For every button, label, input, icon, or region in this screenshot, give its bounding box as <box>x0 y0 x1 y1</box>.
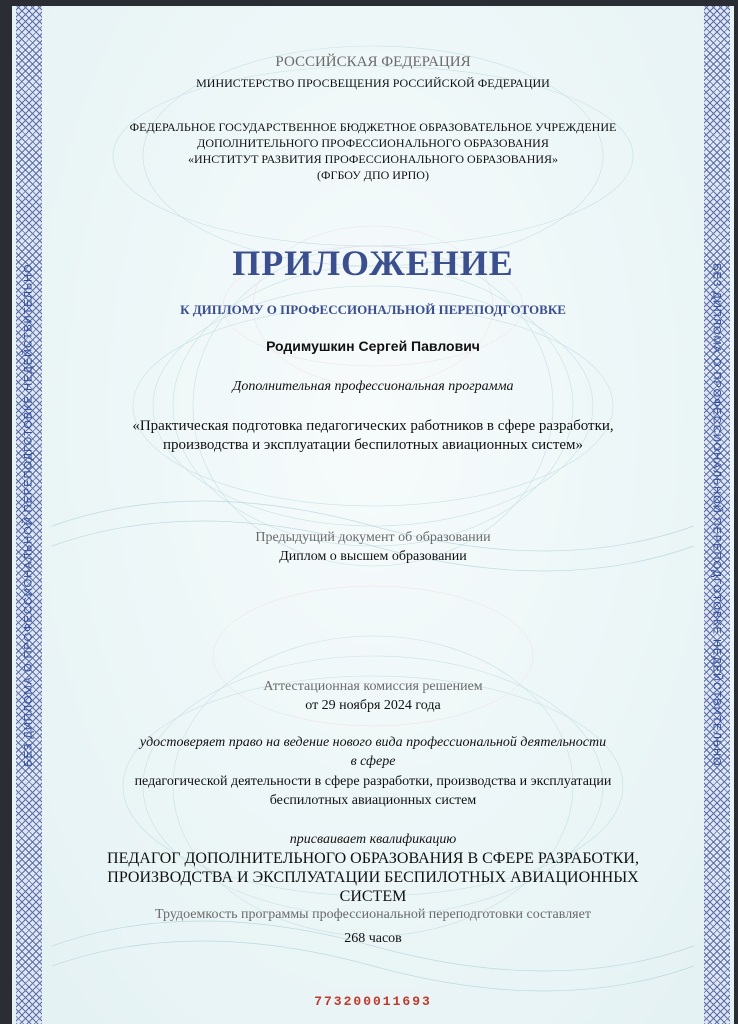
right-label-line-2: в сфере <box>350 754 396 769</box>
country-name: РОССИЙСКАЯ ФЕДЕРАЦИЯ <box>275 54 471 70</box>
ministry-name: МИНИСТЕРСТВО ПРОСВЕЩЕНИЯ РОССИЙСКОЙ ФЕДЕРАЦИИ <box>196 76 550 90</box>
qualification-label: присваивает квалификацию <box>289 832 457 847</box>
previous-document-label: Предыдущий документ об образовании <box>255 530 491 545</box>
hours-value: 268 часов <box>344 931 402 946</box>
institution-abbreviation: (ФГБОУ ДПО ИРПО) <box>317 168 429 182</box>
document-page <box>12 6 734 1024</box>
right-border-text: БЕЗ ДИПЛОМА О ПРОФЕССИОНАЛЬНОЙ ПЕРЕПОДГОТОВКЕ НЕДЕЙСТВИТЕЛЬНО <box>711 263 724 767</box>
qualification-line-1: ПЕДАГОГ ДОПОЛНИТЕЛЬНОГО ОБРАЗОВАНИЯ В СФЕРЕ РАЗРАБОТКИ, <box>107 850 639 867</box>
program-name-line-2: производства и эксплуатации беспилотных авиационных систем» <box>162 437 584 453</box>
document-subtitle: К ДИПЛОМУ О ПРОФЕССИОНАЛЬНОЙ ПЕРЕПОДГОТОВКЕ <box>180 302 566 317</box>
institution-line-1: ФЕДЕРАЛЬНОЕ ГОСУДАРСТВЕННОЕ БЮДЖЕТНОЕ ОБРАЗОВАТЕЛЬНОЕ УЧРЕЖДЕНИЕ <box>129 120 617 134</box>
institution-line-3: «ИНСТИТУТ РАЗВИТИЯ ПРОФЕССИОНАЛЬНОГО ОБРАЗОВАНИЯ» <box>187 152 559 166</box>
hours-label: Трудоемкость программы профессиональной переподготовки составляет <box>155 907 591 922</box>
right-label-line-1: удостоверяет право на ведение нового вида профессиональной деятельности <box>139 735 607 750</box>
qualification-line-3: СИСТЕМ <box>339 888 407 905</box>
program-label: Дополнительная профессиональная программа <box>232 379 514 394</box>
commission-date: от 29 ноября 2024 года <box>305 698 441 713</box>
document-title: ПРИЛОЖЕНИЕ <box>232 243 514 283</box>
commission-label: Аттестационная комиссия решением <box>263 679 483 694</box>
left-border-text: БЕЗ ДИПЛОМА О ПРОФЕССИОНАЛЬНОЙ ПЕРЕПОДГОТОВКЕ НЕДЕЙСТВИТЕЛЬНО <box>23 263 36 767</box>
program-name-line-1: «Практическая подготовка педагогических работников в сфере разработки, <box>132 418 614 434</box>
institution-line-2: ДОПОЛНИТЕЛЬНОГО ПРОФЕССИОНАЛЬНОГО ОБРАЗОВАНИЯ <box>197 136 549 150</box>
holder-name: Родимушкин Сергей Павлович <box>266 338 480 354</box>
right-value-line-2: беспилотных авиационных систем <box>269 793 477 808</box>
qualification-line-2: ПРОИЗВОДСТВА И ЭКСПЛУАТАЦИИ БЕСПИЛОТНЫХ АВИАЦИОННЫХ <box>107 869 639 886</box>
right-value-line-1: педагогической деятельности в сфере разработки, производства и эксплуатации <box>134 774 612 789</box>
serial-number: 773200011693 <box>314 994 432 1009</box>
document-content <box>12 6 734 1024</box>
previous-document-value: Диплом о высшем образовании <box>279 549 467 564</box>
